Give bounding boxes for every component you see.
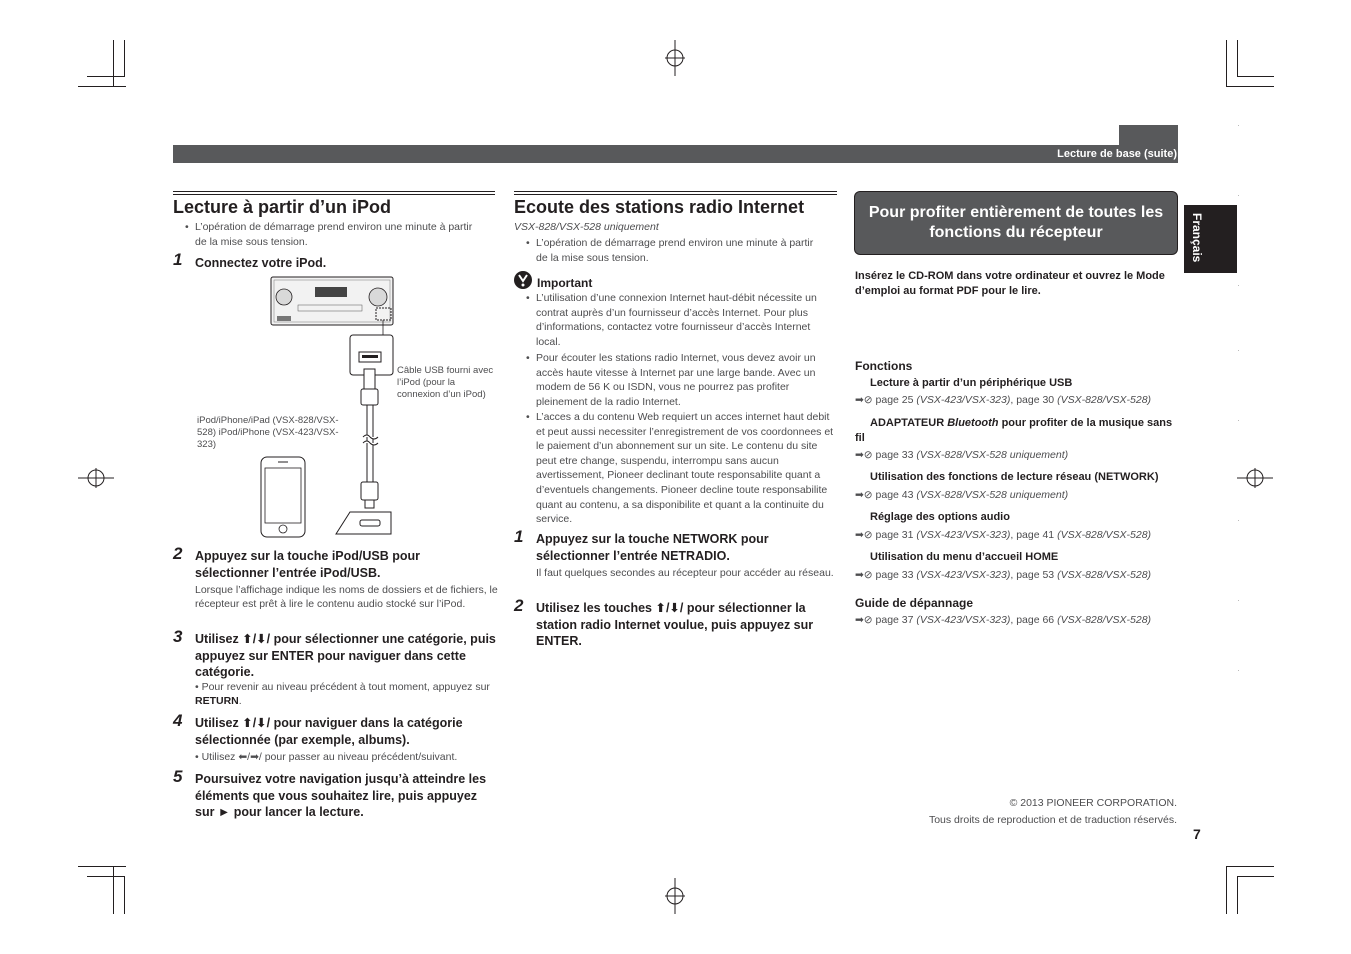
arrow-disc-icon: ➡⊘ xyxy=(855,614,876,626)
f1-ref-page1: page 25 xyxy=(875,394,917,406)
iphone-icon xyxy=(261,457,305,537)
f2-title-b: Bluetooth xyxy=(947,417,999,429)
copyright: © 2013 PIONEER CORPORATION. xyxy=(1009,797,1177,809)
arrow-disc-icon: ➡⊘ xyxy=(855,569,876,581)
left-step2-note: Lorsque l’affichage indique les noms de dossiers et de fichiers, le récepteur est prêt à lire le contenu audio stocké sur l’iPod. xyxy=(195,584,498,610)
f5-ref-model1: (VSX-423/VSX-323) xyxy=(916,569,1011,581)
left-step1: Connectez votre iPod. xyxy=(195,256,327,270)
guide-ref-page1: page 37 xyxy=(875,614,917,626)
dock-connector-icon xyxy=(336,512,391,534)
guide-ref-page2: , page 66 xyxy=(1010,614,1058,626)
f4-ref-page1: page 31 xyxy=(875,529,917,541)
important-label: Important xyxy=(537,276,593,290)
left-step4: Utilisez ⬆/⬇/ pour naviguer dans la catégorie sélectionnée (par exemple, albums). xyxy=(195,716,463,747)
cable-caption: Câble USB fourni avec l’iPod (pour la connexion d’un iPod) xyxy=(397,365,494,400)
left-step3-number: 3 xyxy=(173,627,183,646)
arrow-disc-icon: ➡⊘ xyxy=(855,529,876,541)
middle-step2: Utilisez les touches ⬆/⬇/ pour sélectionner la station radio Internet voulue, puis appuyez sur ENTER. xyxy=(536,601,814,648)
left-step5: Poursuivez votre navigation jusqu’à atteindre les éléments que vous souhaitez lire, puis appuyez sur ► pour lancer la lecture. xyxy=(195,772,487,819)
f1-ref-page2: , page 30 xyxy=(1010,394,1058,406)
language-label: Français xyxy=(1190,213,1204,263)
important-item-2: • Pour écouter les stations radio Internet, vous devez avoir un accès haute vitesse à Internet par une large bande. Avec un modem de 56 K ou ISDN, vous ne pourrez pas profiter pleinement de la radio Internet. xyxy=(536,351,834,409)
f3-ref-page: page 43 xyxy=(875,489,917,501)
f4-ref-page2: , page 41 xyxy=(1010,529,1058,541)
arrow-disc-icon: ➡⊘ xyxy=(855,449,876,461)
left-title: Lecture à partir d’un iPod xyxy=(173,197,392,217)
f4-ref-model2: (VSX-828/VSX-528) xyxy=(1057,529,1152,541)
left-step3-note-text: • Pour revenir au niveau précédent à tout moment, appuyez sur xyxy=(195,681,490,693)
f1-ref-model2: (VSX-828/VSX-528) xyxy=(1057,394,1152,406)
middle-step2-number: 2 xyxy=(514,596,524,615)
f4-title: Réglage des options audio xyxy=(870,511,1010,523)
f3-ref-model: (VSX-828/VSX-528 uniquement) xyxy=(916,489,1069,501)
f5-ref-page1: page 33 xyxy=(875,569,917,581)
f1-title: Lecture à partir d’un périphérique USB xyxy=(870,377,1073,389)
f1-ref-model1: (VSX-423/VSX-323) xyxy=(916,394,1011,406)
left-intro: • L’opération de démarrage prend environ une minute à partir de la mise sous tension. xyxy=(195,220,485,249)
left-step3-note-end: . xyxy=(238,694,242,707)
header-bar xyxy=(173,145,1178,163)
features-box-title: Pour profiter entièrement de toutes les fonctions du récepteur xyxy=(855,192,1177,254)
middle-step1: Appuyez sur la touche NETWORK pour sélectionner l’entrée NETRADIO. xyxy=(536,532,769,563)
f5-ref-model2: (VSX-828/VSX-528) xyxy=(1057,569,1152,581)
receiver-icon xyxy=(271,277,393,325)
return-key-label: RETURN xyxy=(195,694,239,707)
left-step3-note xyxy=(195,681,495,708)
left-title-rule xyxy=(173,191,495,195)
middle-step1-number: 1 xyxy=(514,527,524,546)
guide-title: Guide de dépannage xyxy=(855,596,974,610)
f2-ref xyxy=(855,449,1068,461)
middle-step1-note: Il faut quelques secondes au récepteur pour accéder au réseau. xyxy=(536,567,834,579)
middle-title: Ecoute des stations radio Internet xyxy=(514,197,805,217)
f2-ref-page: page 33 xyxy=(875,449,917,461)
f5-title: Utilisation du menu d’accueil HOME xyxy=(870,551,1059,563)
guide-ref xyxy=(855,614,1151,626)
page-number: 7 xyxy=(1193,826,1201,842)
f4-ref-model1: (VSX-423/VSX-323) xyxy=(916,529,1011,541)
usb-cable-icon xyxy=(361,369,378,508)
f5-ref xyxy=(855,569,1151,581)
left-step2: Appuyez sur la touche iPod/USB pour sélectionner l’entrée iPod/USB. xyxy=(195,549,421,580)
f2-ref-model: (VSX-828/VSX-528 uniquement) xyxy=(916,449,1069,461)
f2-title xyxy=(855,416,1175,446)
registration-mark-left xyxy=(78,468,114,488)
f3-ref xyxy=(855,489,1068,501)
f2-title-a: ADAPTATEUR xyxy=(870,417,948,429)
section-title: Lecture de base (suite) xyxy=(1057,148,1177,160)
f1-ref xyxy=(855,394,1151,406)
left-step1-number: 1 xyxy=(173,250,183,269)
left-step2-number: 2 xyxy=(173,544,183,563)
middle-models: VSX-828/VSX-528 uniquement xyxy=(514,221,659,233)
rights-reserved: Tous droits de reproduction et de traduction réservés. xyxy=(928,814,1177,826)
arrow-disc-icon: ➡⊘ xyxy=(855,394,876,406)
functions-title: Fonctions xyxy=(855,359,913,373)
important-icon xyxy=(513,270,533,290)
ipod-connection-diagram xyxy=(195,272,400,542)
left-step4-number: 4 xyxy=(173,711,183,730)
middle-intro: • L’opération de démarrage prend environ une minute à partir de la mise sous tension. xyxy=(536,236,826,265)
left-step4-note: • Utilisez ⬅/➡/ pour passer au niveau précédent/suivant. xyxy=(195,751,458,763)
important-item-3: • L’acces a du contenu Web requiert un acces internet haut debit et peut aussi necessiter l’enregistrement de vos coordonnees et le paiement d’un abonnement sur un site. Le contenu du site peut etre change, suspendu, interrompu sans aucun avertissement, Pioneer declinant toute responsabilite quant a d’eventuels changements. Pioneer decline toute responsabilite quant au contenu, a sa disponibilite et quant a la continuite du service. xyxy=(536,410,834,527)
arrow-disc-icon: ➡⊘ xyxy=(855,489,876,501)
guide-ref-model2: (VSX-828/VSX-528) xyxy=(1057,614,1152,626)
header-tab xyxy=(1119,125,1178,145)
left-step3: Utilisez ⬆/⬇/ pour sélectionner une catégorie, puis appuyez sur ENTER pour naviguer dans cette catégorie. xyxy=(195,632,496,679)
registration-mark-bottom xyxy=(665,878,685,914)
left-step5-number: 5 xyxy=(173,767,183,786)
f3-title: Utilisation des fonctions de lecture réseau (NETWORK) xyxy=(870,471,1159,483)
registration-mark-top xyxy=(665,40,685,76)
f4-ref xyxy=(855,529,1151,541)
device-caption: iPod/iPhone/iPad (VSX-828/VSX-528) iPod/iPhone (VSX-423/VSX-323) xyxy=(197,415,339,450)
important-item-1: • L’utilisation d’une connexion Internet haut-débit nécessite un contrat auprès d’un fournisseur d’accès Internet. Pour plus d’informations, contactez votre fournisseur d’accès Internet local. xyxy=(536,291,834,349)
cdrom-instruction: Insérez le CD-ROM dans votre ordinateur et ouvrez le Mode d’emploi au format PDF pour le lire. xyxy=(855,270,1165,297)
f2-title-c: pour profiter de la musique sans fil xyxy=(855,417,1173,444)
middle-title-rule xyxy=(514,191,837,195)
f5-ref-page2: , page 53 xyxy=(1010,569,1058,581)
guide-ref-model1: (VSX-423/VSX-323) xyxy=(916,614,1011,626)
registration-mark-right xyxy=(1237,468,1273,488)
